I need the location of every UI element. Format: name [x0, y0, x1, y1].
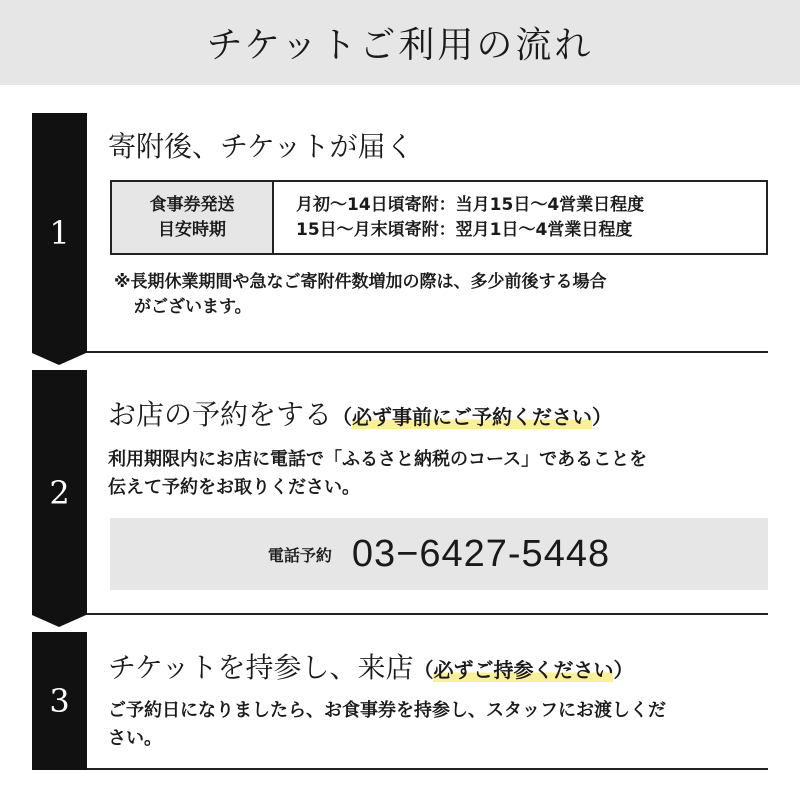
step-2-paren-close: ）: [592, 405, 613, 429]
schedule-label-cell: [112, 182, 274, 253]
phone-number-link[interactable]: 03−6427-5448: [351, 532, 611, 575]
down-arrow-icon: [32, 615, 86, 627]
step-2-number-bar: [32, 370, 87, 615]
step-1-title: 寄附後、チケットが届く: [108, 130, 414, 163]
step-1-number-bar: [32, 113, 87, 353]
step-2-number: 2: [49, 473, 70, 512]
step-3-title: [108, 646, 633, 686]
page-title: チケットご利用の流れ: [206, 25, 594, 66]
step-divider: [87, 768, 768, 770]
step-1-notice: [114, 270, 774, 320]
down-arrow-icon: [32, 353, 86, 365]
step-3-text-line-2: さい。: [108, 728, 162, 749]
notice-line-1: ※長期休業期間や急なご寄附件数増加の際は、多少前後する場合: [114, 272, 607, 292]
step-3-number-bar: [32, 632, 87, 770]
step-3-paren-close: ）: [613, 658, 634, 682]
step-2-title-main: お店の予約をする: [108, 398, 333, 431]
schedule-label-line2: 目安時期: [158, 219, 226, 240]
step-2-paren-open: （: [332, 405, 353, 429]
step-2-title-note: 必ず事前にご予約ください: [352, 405, 593, 429]
schedule-row-1: 月初～14日頃寄附：当月15日～4営業日程度: [296, 194, 645, 215]
shipping-schedule-table: [110, 180, 768, 255]
step-2-title: [108, 393, 612, 433]
phone-label: 電話予約: [267, 545, 332, 565]
step-1-number: 1: [49, 214, 70, 252]
step-2-text: [108, 446, 773, 502]
page-header: [0, 0, 800, 85]
schedule-label-line1: 食事券発送: [149, 194, 235, 215]
notice-line-2: がございます。: [134, 297, 252, 317]
schedule-row-2: 15日～月末頃寄附：翌月1日～4営業日程度: [296, 219, 633, 240]
step-3-text: [108, 697, 773, 753]
step-3-paren-open: （: [413, 658, 434, 682]
step-divider: [87, 351, 768, 353]
step-divider: [87, 613, 768, 615]
schedule-values-cell: [274, 182, 766, 253]
step-3-title-main: チケットを持参し、来店: [108, 651, 414, 684]
step-2-text-line-1: 利用期限内にお店に電話で「ふるさと納税のコース」であることを: [108, 449, 648, 470]
step-3-text-line-1: ご予約日になりましたら、お食事券を持参し、スタッフにお渡しくだ: [108, 700, 666, 721]
step-3-title-note: 必ずご持参ください: [433, 658, 614, 682]
phone-reservation-box: [110, 518, 768, 590]
step-3-number: 3: [49, 682, 70, 720]
step-2-text-line-2: 伝えて予約をお取りください。: [108, 477, 360, 498]
